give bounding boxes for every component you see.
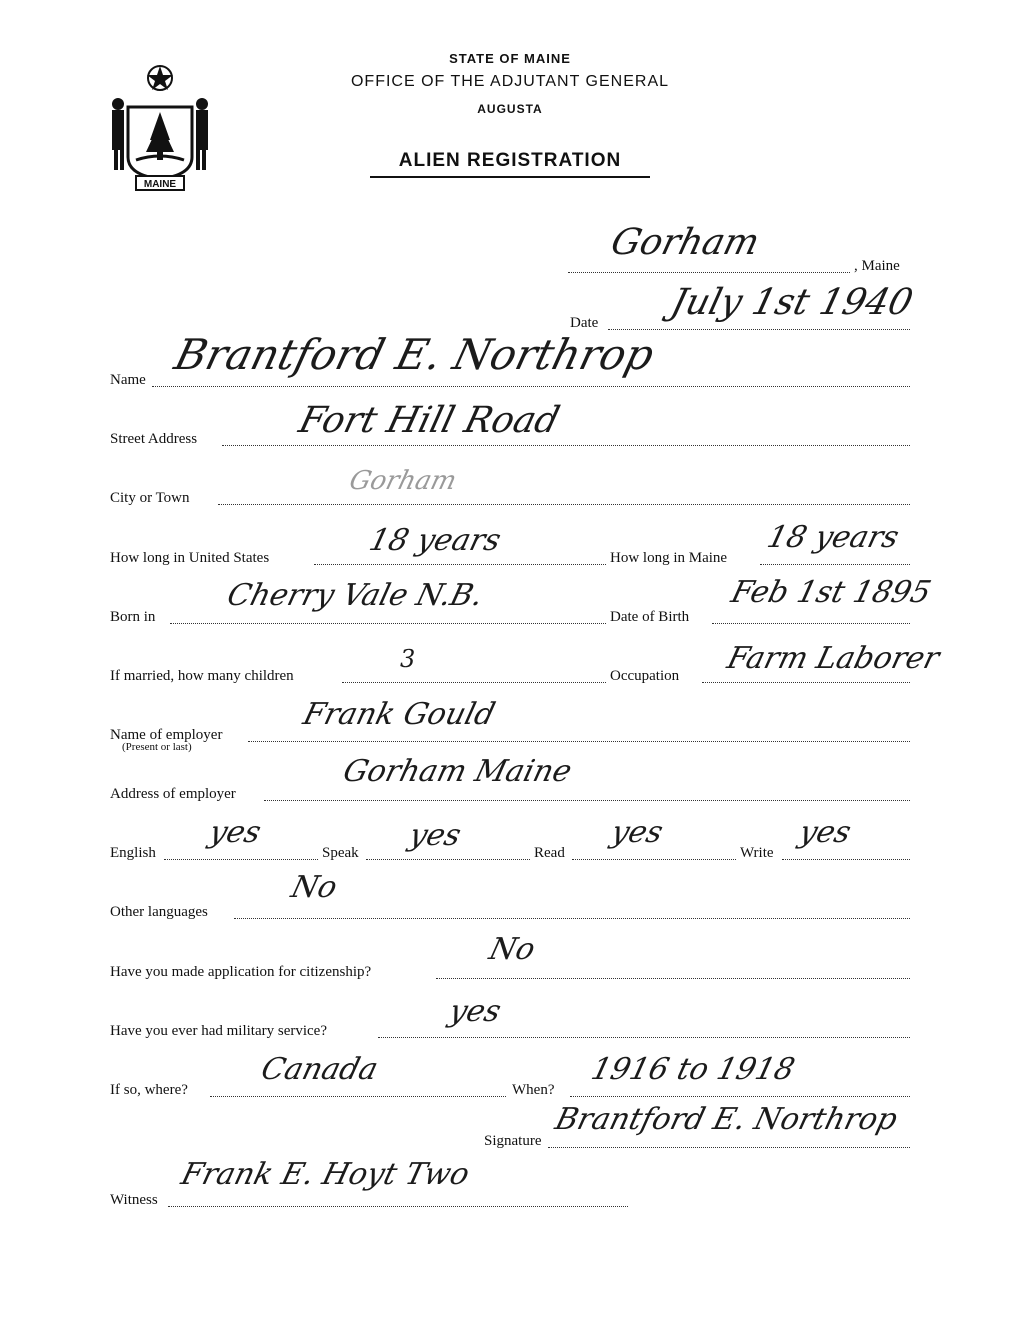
long-maine-label: How long in Maine <box>610 550 728 566</box>
maine-label: , Maine <box>854 258 900 274</box>
signature-value: Brantford E. Northrop <box>551 1102 901 1137</box>
where-label: If so, where? <box>110 1082 188 1098</box>
header-office: OFFICE OF THE ADJUTANT GENERAL <box>350 73 670 90</box>
occupation-label: Occupation <box>610 668 680 684</box>
date-value: July 1st 1940 <box>666 282 917 323</box>
header-state: STATE OF MAINE <box>449 51 571 66</box>
header-city: AUGUSTA <box>477 102 543 116</box>
long-maine-value: 18 years <box>763 520 903 555</box>
citizenship-value: No <box>485 932 539 967</box>
long-us-value: 18 years <box>365 523 505 558</box>
where-value: Canada <box>257 1052 382 1087</box>
military-value: yes <box>445 994 505 1029</box>
signature-label: Signature <box>484 1133 542 1149</box>
dob-value: Feb 1st 1895 <box>727 575 935 610</box>
children-label: If married, how many children <box>110 668 294 684</box>
title-underline <box>370 176 650 178</box>
witness-value: Frank E. Hoyt Two <box>177 1157 473 1192</box>
emp-address-value: Gorham Maine <box>339 754 576 789</box>
military-label: Have you ever had military service? <box>110 1023 327 1039</box>
occupation-value: Farm Laborer <box>723 641 943 676</box>
write-label: Write <box>740 845 774 861</box>
employer-value: Frank Gould <box>299 697 499 732</box>
long-us-label: How long in United States <box>110 550 270 566</box>
when-value: 1916 to 1918 <box>587 1052 799 1087</box>
speak-value: yes <box>405 818 465 853</box>
street-label: Street Address <box>110 431 198 447</box>
read-label: Read <box>534 845 565 861</box>
witness-label: Witness <box>110 1192 158 1208</box>
english-value: yes <box>205 815 265 850</box>
children-value: 3 <box>400 645 416 673</box>
maine-state-seal-icon <box>108 62 212 192</box>
date-label: Date <box>570 315 599 331</box>
speak-label: Speak <box>322 845 359 861</box>
form-title: ALIEN REGISTRATION <box>398 150 622 171</box>
dob-label: Date of Birth <box>610 609 690 625</box>
read-value: yes <box>607 815 667 850</box>
born-label: Born in <box>110 609 156 625</box>
city-value: Gorham <box>346 466 460 496</box>
svg-text:MAINE: MAINE <box>143 179 177 190</box>
citizenship-label: Have you made application for citizenship? <box>110 964 372 980</box>
emp-address-label: Address of employer <box>110 786 236 802</box>
write-value: yes <box>795 815 855 850</box>
other-lang-value: No <box>287 870 341 905</box>
employer-sub-label: (Present or last) <box>122 741 192 753</box>
city-label: City or Town <box>110 490 190 506</box>
street-value: Fort Hill Road <box>294 400 564 441</box>
employer-label: Name of employer <box>110 727 223 743</box>
english-label: English <box>110 845 156 861</box>
name-value: Brantford E. Northrop <box>169 330 659 379</box>
town-value: Gorham <box>606 222 764 263</box>
when-label: When? <box>512 1082 555 1098</box>
other-lang-label: Other languages <box>110 904 208 920</box>
born-value: Cherry Vale N.B. <box>223 578 487 613</box>
name-label: Name <box>110 372 146 388</box>
